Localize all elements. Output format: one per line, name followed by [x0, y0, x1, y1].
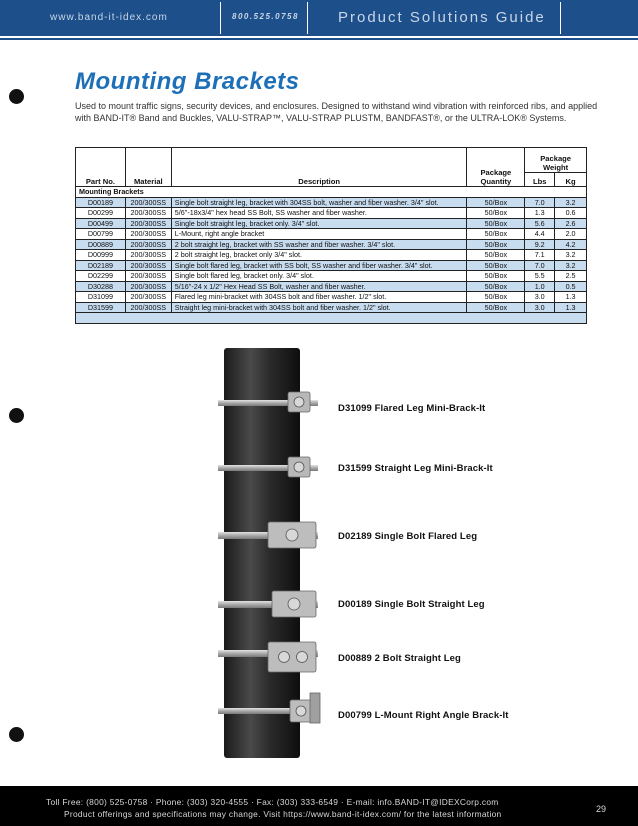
- cell-part: D30288: [76, 281, 126, 292]
- table-row: [76, 229, 587, 240]
- footer-contact-line: Toll Free: (800) 525-0758 · Phone: (303) 320-4555 · Fax: (303) 333-6549 · E-mail: info.BAND-IT@IDEXCorp.com: [46, 797, 499, 807]
- col-description-label: Description: [298, 176, 341, 186]
- photo-label: D00889 2 Bolt Straight Leg: [338, 653, 461, 664]
- photo-label: D31099 Flared Leg Mini-Brack-It: [338, 403, 486, 414]
- cell-qty: 50/Box: [467, 239, 525, 250]
- cell-part: D31599: [76, 302, 126, 313]
- header-divider: [220, 2, 221, 34]
- header-website: www.band-it-idex.com: [50, 12, 168, 23]
- binder-hole-icon: [9, 408, 24, 423]
- page-number: 29: [596, 804, 607, 814]
- col-pkg-qty-line2: Quantity: [480, 177, 512, 186]
- table-row: [76, 208, 587, 219]
- cell-description: 5/6"-18x3/4" hex head SS Bolt, SS washer and fiber washer.: [171, 208, 467, 219]
- cell-lbs: 7.1: [525, 250, 555, 261]
- cell-qty: 50/Box: [467, 302, 525, 313]
- cell-part: D00999: [76, 250, 126, 261]
- cell-qty: 50/Box: [467, 229, 525, 240]
- cell-part: D02189: [76, 260, 126, 271]
- cell-material: 200/300SS: [125, 292, 171, 303]
- cell-description: Flared leg mini-bracket with 304SS bolt and fiber washer. 1/2" slot.: [171, 292, 467, 303]
- cell-kg: 1.3: [555, 302, 587, 313]
- spec-table: [75, 147, 587, 324]
- cell-lbs: 9.2: [525, 239, 555, 250]
- cell-qty: 50/Box: [467, 218, 525, 229]
- group-label: Mounting Brackets: [76, 187, 587, 198]
- cell-qty: 50/Box: [467, 197, 525, 208]
- cell-kg: 0.5: [555, 281, 587, 292]
- cell-part: D00499: [76, 218, 126, 229]
- cell-material: 200/300SS: [125, 271, 171, 282]
- cell-description: 2 bolt straight leg, bracket only 3/4" slot.: [171, 250, 467, 261]
- table-row: [76, 271, 587, 282]
- table-row: [76, 302, 587, 313]
- cell-description: Straight leg mini-bracket with 304SS bolt and fiber washer. 1/2" slot.: [171, 302, 467, 313]
- photo-label: D00189 Single Bolt Straight Leg: [338, 599, 485, 610]
- photo-label: D00799 L-Mount Right Angle Brack-It: [338, 710, 509, 721]
- binder-hole-icon: [9, 89, 24, 104]
- col-kg: Kg: [555, 173, 587, 187]
- table-group-row: [76, 187, 587, 198]
- pole-brackets-photo: [218, 348, 333, 758]
- table-row: [76, 197, 587, 208]
- cell-lbs: 7.0: [525, 260, 555, 271]
- section-title: Mounting Brackets: [75, 68, 300, 95]
- cell-lbs: 5.6: [525, 218, 555, 229]
- cell-material: 200/300SS: [125, 229, 171, 240]
- cell-description: Single bolt flared leg, bracket only. 3/4" slot.: [171, 271, 467, 282]
- cell-qty: 50/Box: [467, 281, 525, 292]
- cell-material: 200/300SS: [125, 302, 171, 313]
- cell-kg: 0.6: [555, 208, 587, 219]
- col-part-no-label: Part No.: [85, 176, 115, 186]
- cell-kg: 2.6: [555, 218, 587, 229]
- col-package-weight: [525, 148, 587, 173]
- table-footer-cell: [76, 313, 587, 324]
- table-row: [76, 218, 587, 229]
- col-package-quantity: [467, 148, 525, 187]
- table-header-row: [76, 148, 587, 173]
- section-intro: Used to mount traffic signs, security devices, and enclosures. Designed to withstand wind vibration with reinforced ribs, and applied with BAND-IT® Band and Buckles, VALU-STRAP™, VALU-STRAP PLUSTM, BANDFAST®, or the ULTRA-LOK® Systems.: [75, 101, 598, 123]
- header-phone: 800.525.0758: [232, 12, 299, 21]
- photo-label: D31599 Straight Leg Mini-Brack-It: [338, 463, 493, 474]
- header-underline: [0, 38, 638, 40]
- col-lbs: Lbs: [525, 173, 555, 187]
- cell-kg: 2.0: [555, 229, 587, 240]
- col-pkg-wt-line1: Package: [540, 154, 572, 164]
- cell-qty: 50/Box: [467, 292, 525, 303]
- cell-kg: 3.2: [555, 197, 587, 208]
- table-row: [76, 292, 587, 303]
- header-divider: [560, 2, 561, 34]
- cell-part: D02299: [76, 271, 126, 282]
- cell-part: D31099: [76, 292, 126, 303]
- cell-material: 200/300SS: [125, 250, 171, 261]
- cell-material: 200/300SS: [125, 239, 171, 250]
- cell-description: Single bolt flared leg, bracket with SS bolt, SS washer and fiber washer. 3/4" slot.: [171, 260, 467, 271]
- cell-material: 200/300SS: [125, 197, 171, 208]
- photo-label: D02189 Single Bolt Flared Leg: [338, 531, 478, 542]
- cell-kg: 3.2: [555, 260, 587, 271]
- cell-lbs: 1.3: [525, 208, 555, 219]
- col-part-no: [76, 148, 126, 187]
- cell-lbs: 5.5: [525, 271, 555, 282]
- col-pkg-qty-line1: Package: [480, 168, 512, 177]
- cell-qty: 50/Box: [467, 208, 525, 219]
- header-guide-title: Product Solutions Guide: [338, 9, 546, 26]
- table-row: [76, 250, 587, 261]
- cell-description: 5/16"-24 x 1/2" Hex Head SS Bolt, washer and fiber washer.: [171, 281, 467, 292]
- cell-material: 200/300SS: [125, 260, 171, 271]
- table-footer-row: [76, 313, 587, 324]
- binder-hole-icon: [9, 727, 24, 742]
- cell-material: 200/300SS: [125, 281, 171, 292]
- col-pkg-wt-line2: Weight: [543, 163, 569, 173]
- cell-lbs: 3.0: [525, 302, 555, 313]
- page-header: [0, 0, 638, 46]
- table-row: [76, 239, 587, 250]
- cell-lbs: 7.0: [525, 197, 555, 208]
- cell-material: 200/300SS: [125, 218, 171, 229]
- table-row: [76, 281, 587, 292]
- cell-kg: 1.3: [555, 292, 587, 303]
- cell-description: Single bolt straight leg, bracket only. 3/4" slot.: [171, 218, 467, 229]
- col-description: [171, 148, 467, 187]
- table-row: [76, 260, 587, 271]
- cell-qty: 50/Box: [467, 260, 525, 271]
- col-material: [125, 148, 171, 187]
- header-divider: [307, 2, 308, 34]
- cell-description: Single bolt straight leg, bracket with 304SS bolt, washer and fiber washer. 3/4" slot.: [171, 197, 467, 208]
- cell-kg: 4.2: [555, 239, 587, 250]
- cell-material: 200/300SS: [125, 208, 171, 219]
- cell-description: 2 bolt straight leg, bracket with SS washer and fiber washer. 3/4" slot.: [171, 239, 467, 250]
- cell-kg: 2.5: [555, 271, 587, 282]
- cell-lbs: 4.4: [525, 229, 555, 240]
- cell-part: D00299: [76, 208, 126, 219]
- cell-kg: 3.2: [555, 250, 587, 261]
- cell-description: L-Mount, right angle bracket: [171, 229, 467, 240]
- cell-part: D00799: [76, 229, 126, 240]
- cell-part: D00889: [76, 239, 126, 250]
- col-material-label: Material: [133, 176, 163, 186]
- cell-qty: 50/Box: [467, 271, 525, 282]
- cell-part: D00189: [76, 197, 126, 208]
- footer-disclaimer: Product offerings and specifications may change. Visit https://www.band-it-idex.com/ for the latest information: [64, 809, 502, 819]
- cell-qty: 50/Box: [467, 250, 525, 261]
- cell-lbs: 3.0: [525, 292, 555, 303]
- cell-lbs: 1.0: [525, 281, 555, 292]
